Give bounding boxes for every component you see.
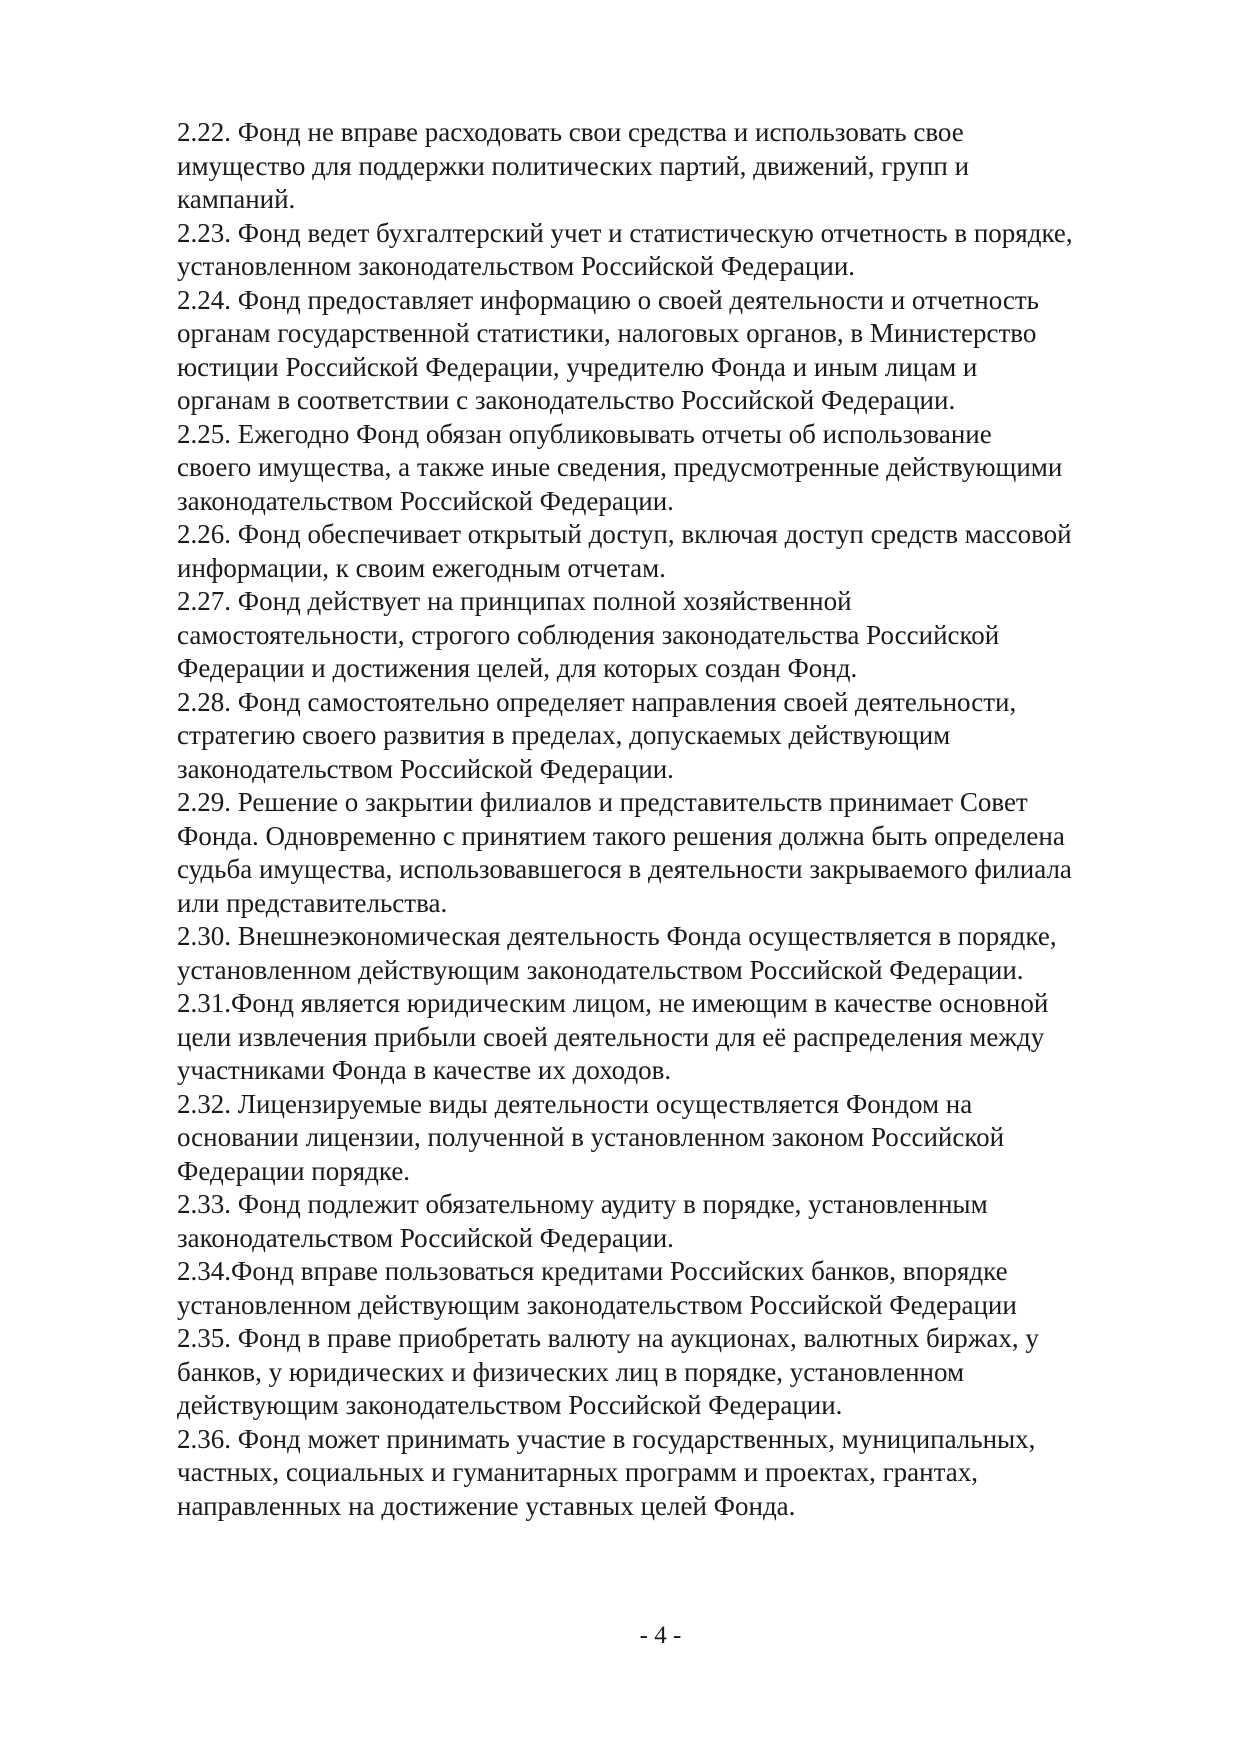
clause-paragraph [177, 418, 1159, 519]
clause-paragraph [177, 1322, 1159, 1423]
text-line: юстиции Российской Федерации, учредителю Фонда и иным лицам и [177, 351, 978, 382]
text-line: 2.22. Фонд не вправе расходовать свои средства и использовать свое [177, 117, 964, 147]
text-line: законодательством Российской Федерации. [177, 753, 674, 784]
text-line: или представительства. [177, 887, 448, 918]
clause-paragraph [177, 686, 1159, 787]
text-line: самостоятельности, строгого соблюдения законодательства Российской [177, 619, 1000, 650]
clause-paragraph [177, 1423, 1159, 1524]
text-line: Федерации и достижения целей, для которых создан Фонд. [177, 653, 858, 683]
text-line: 2.34.Фонд вправе пользоваться кредитами Российских банков, впорядке [177, 1256, 1008, 1286]
clause-paragraph [177, 284, 1159, 418]
text-line: основании лицензии, полученной в установленном законом Российской [177, 1122, 1005, 1152]
clause-paragraph [177, 920, 1159, 987]
text-line: участниками Фонда в качестве их доходов. [177, 1055, 672, 1085]
clause-paragraph [177, 585, 1159, 686]
text-line: кампаний. [177, 184, 296, 214]
text-line: направленных на достижение уставных целей Фонда. [177, 1490, 796, 1521]
text-line: органам государственной статистики, налоговых органов, в Министерство [177, 318, 1037, 348]
text-line: частных, социальных и гуманитарных программ и проектах, грантах, [177, 1457, 978, 1487]
text-line: 2.28. Фонд самостоятельно определяет направления своей деятельности, [177, 686, 1017, 717]
text-line: банков, у юридических и физических лиц в порядке, установленном [177, 1356, 965, 1387]
clause-paragraph [177, 1188, 1159, 1255]
text-line: законодательством Российской Федерации. [177, 1222, 674, 1253]
text-line: 2.26. Фонд обеспечивает открытый доступ, включая доступ средств массовой [177, 519, 1072, 549]
clause-paragraph [177, 987, 1159, 1088]
clause-paragraph [177, 786, 1159, 920]
clause-paragraph [177, 1255, 1159, 1322]
text-line: установленном действующим законодательством Российской Федерации [177, 1289, 1017, 1320]
clause-paragraph [177, 518, 1159, 585]
clause-paragraph [177, 1088, 1159, 1189]
text-line: 2.33. Фонд подлежит обязательному аудиту в порядке, установленным [177, 1189, 988, 1219]
text-line: Фонда. Одновременно с принятием такого решения должна быть определена [177, 820, 1065, 851]
text-line: 2.27. Фонд действует на принципах полной хозяйственной [177, 586, 852, 616]
text-line: 2.24. Фонд предоставляет информацию о своей деятельности и отчетность [177, 284, 1039, 315]
text-line: установленном законодательством Российской Федерации. [177, 251, 856, 281]
clause-paragraph [177, 217, 1159, 284]
text-line: 2.30. Внешнеэкономическая деятельность Фонда осуществляется в порядке, [177, 921, 1057, 951]
text-line: 2.23. Фонд ведет бухгалтерский учет и статистическую отчетность в порядке, [177, 217, 1073, 248]
text-line: Федерации порядке. [177, 1155, 411, 1186]
text-line: стратегию своего развития в пределах, допускаемых действующим [177, 720, 951, 750]
text-line: судьба имущества, использовавшегося в деятельности закрываемого филиала [177, 854, 1072, 884]
text-line: имущество для поддержки политических партий, движений, групп и [177, 150, 970, 181]
text-line: органам в соответствии с законодательство Российской Федерации. [177, 385, 956, 415]
text-line: 2.29. Решение о закрытии филиалов и представительств принимает Совет [177, 787, 1028, 817]
text-line: информации, к своим ежегодным отчетам. [177, 552, 666, 583]
page-number: - 4 - [639, 1622, 682, 1649]
text-line: 2.32. Лицензируемые виды деятельности осуществляется Фондом на [177, 1088, 973, 1119]
text-line: своего имущества, а также иные сведения, предусмотренные действующими [177, 452, 1063, 482]
text-line: законодательством Российской Федерации. [177, 485, 674, 516]
text-line: 2.36. Фонд может принимать участие в государственных, муниципальных, [177, 1423, 1036, 1454]
document-body [177, 116, 1159, 1523]
text-line: цели извлечения прибыли своей деятельности для её распределения между [177, 1021, 1045, 1052]
text-line: 2.31.Фонд является юридическим лицом, не имеющим в качестве основной [177, 988, 1049, 1018]
clause-paragraph [177, 116, 1159, 217]
text-line: действующим законодательством Российской Федерации. [177, 1390, 843, 1420]
text-line: 2.35. Фонд в праве приобретать валюту на аукционах, валютных биржах, у [177, 1323, 1039, 1353]
text-line: установленном действующим законодательством Российской Федерации. [177, 954, 1024, 985]
text-line: 2.25. Ежегодно Фонд обязан опубликовывать отчеты об использование [177, 418, 992, 449]
